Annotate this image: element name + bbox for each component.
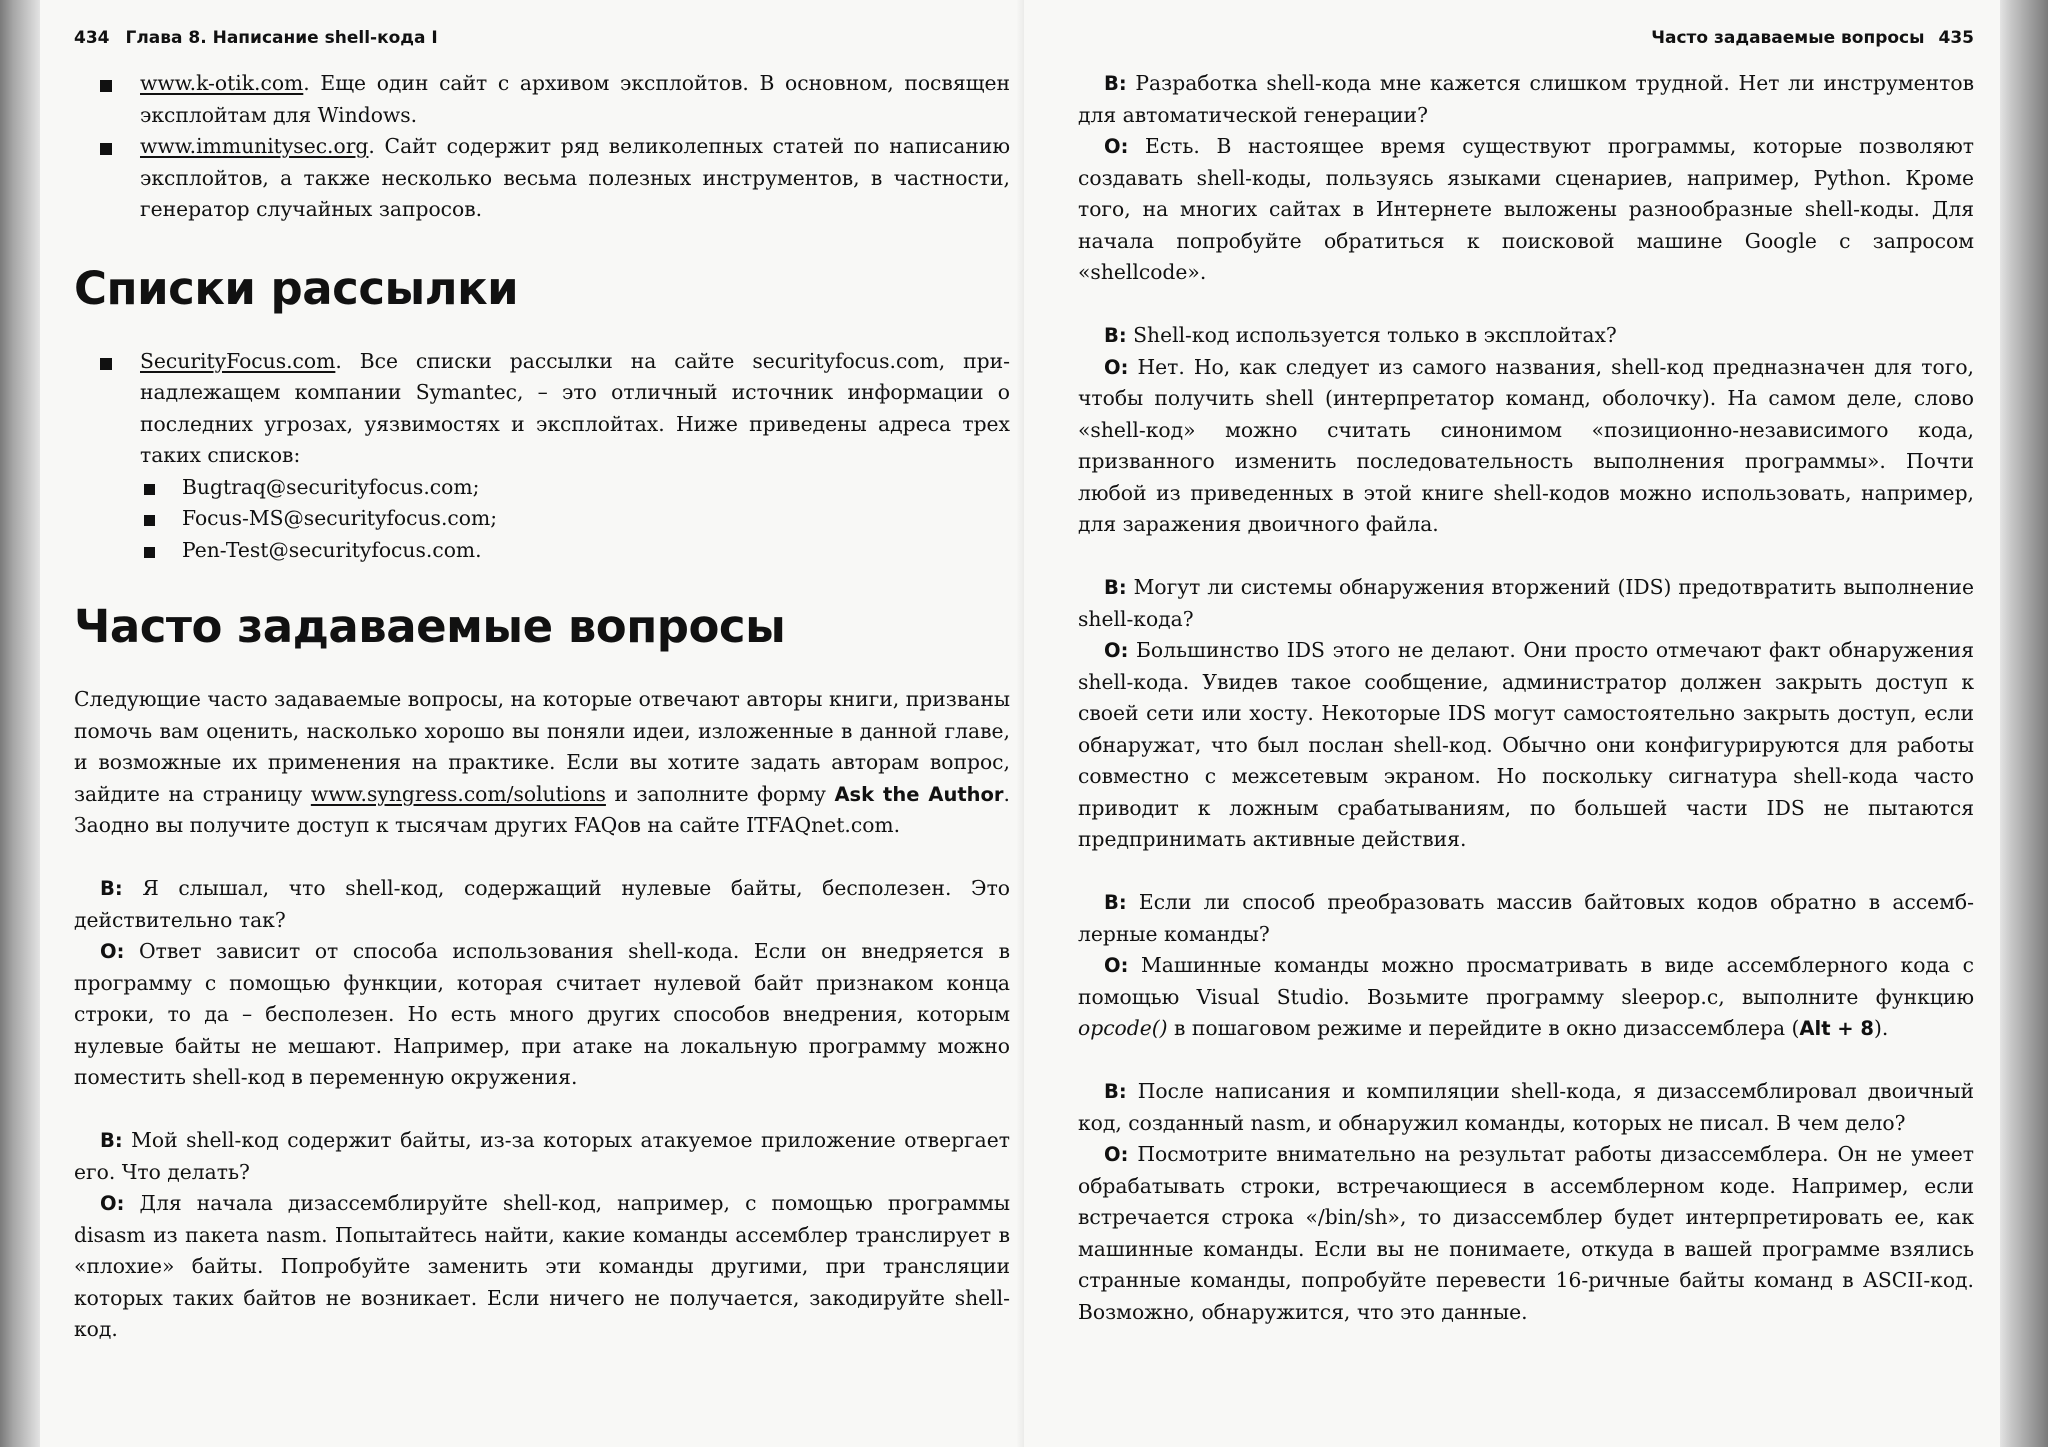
- right-running-head: [1651, 28, 1974, 48]
- mailing-addresses: [140, 472, 1010, 567]
- qa-item: [1078, 887, 1974, 1045]
- ask-the-author: Ask the Author: [834, 782, 1004, 806]
- qa-item: [1078, 572, 1974, 856]
- mailing-lists-heading: Списки рассылки: [74, 261, 519, 315]
- left-column: [74, 68, 1010, 1346]
- question: В: После написания и компиляции shell-кода, я дизассемблировал двоичный код, созданный nasm, и обнаружил команды, которых не писал. В чем дело?: [1078, 1079, 1974, 1135]
- link-immunitysec[interactable]: www.immunitysec.org: [140, 134, 369, 158]
- qa-item: [1078, 1076, 1974, 1328]
- question: В: Мой shell-код содержит байты, из-за которых атакуемое приложение отвергает его. Что делать?: [74, 1128, 1010, 1184]
- right-page: [1024, 0, 2000, 1447]
- answer: О: Посмотрите внимательно на результат работы дизассемблера. Он не умеет обрабатывать строки, встречающиеся в ассемблерном коде. Например, если встречается строка «/bin/sh», то дизассемблер будет интерпретировать ее, как машинные команды. Если вы не понимаете, откуда в вашей программе взялись странные команды, попробуйте перевести 16-ричные байты команд в ASCII-код. Возможно, обнаружится, что это данные.: [1078, 1142, 1974, 1324]
- list-item: [74, 346, 1010, 567]
- faq-intro: Следующие часто задаваемые вопросы, на которые отвечают авторы книги, призваны помочь вам оценить, насколько хорошо вы поняли идеи, изложенные в данной главе, и возможные их применения на практике. Если вы хотите задать авторам вопрос, зайдите на страницу www.syngress.com/solutions и заполните форму Ask the Author. Заодно вы получите доступ к тысячам других FAQов на сайте ITFAQnet.com.: [74, 687, 1010, 837]
- answer: О: Ответ зависит от способа использования shell-кода. Если он внедряется в программу с помощью функции, которая считает нулевой байт признаком конца строки, то да – бесполезен. Но есть много других способов внедрения, которым нулевые байты не мешают. Например, при атаке на локальную программу можно поместить shell-код в переменную окружения.: [74, 939, 1010, 1089]
- question: В: Если ли способ преобразовать массив байтовых кодов обратно в ассемблерные команды?: [1078, 890, 1974, 946]
- link-securityfocus[interactable]: SecurityFocus.com: [140, 348, 336, 373]
- right-page-number: 435: [1938, 28, 1974, 48]
- question: В: Разработка shell-кода мне кажется слишком трудной. Нет ли инструментов для автоматической генерации?: [1078, 71, 1974, 127]
- qa-item: [74, 1125, 1010, 1346]
- question: В: Могут ли системы обнаружения вторжений (IDS) предотвратить выполнение shell-кода?: [1078, 575, 1974, 631]
- question: В: Я слышал, что shell-код, содержащий нулевые байты, бесполезен. Это действительно так?: [74, 876, 1010, 932]
- right-column: [1078, 68, 1974, 1328]
- mailing-address: Bugtraq@securityfocus.com;: [140, 472, 1010, 504]
- list-item-text: . Все списки рассылки на сайте securityfocus.com, принадлежащем компании Symantec, – это отличный источник информации о последних угрозах, уязвимостях и эксплойтах. Ниже приведены адреса трех таких списков:: [140, 348, 1010, 467]
- qa-item: [74, 873, 1010, 1094]
- left-page-number: 434: [74, 28, 110, 48]
- mailing-list: [74, 346, 1010, 567]
- faq-heading: Часто задаваемые вопросы: [74, 600, 786, 653]
- mailing-address: Focus-MS@securityfocus.com;: [140, 503, 1010, 535]
- qa-item: [1078, 320, 1974, 541]
- left-running-head: [74, 28, 438, 48]
- list-item: [74, 131, 1010, 226]
- page-edge-left: [0, 0, 44, 1447]
- answer: О: Нет. Но, как следует из самого названия, shell-код предназначен для того, чтобы получить shell (интерпретатор команд, оболочку). На самом деле, слово «shell-код» можно считать синонимом «позиционно-независимого кода, призванного изменить последовательность выполнения программы». Почти любой из приведенных в этой книге shell-кодов можно использовать, например, для заражения двоичного файла.: [1078, 354, 1975, 536]
- opcode-function: opcode(): [1078, 1016, 1168, 1040]
- page-edge-right: [1996, 0, 2048, 1447]
- left-page: [40, 0, 1024, 1447]
- answer: О: Есть. В настоящее время существуют программы, которые позволяют создавать shell-коды, пользуясь языками сценариев, например, Python. Кроме того, на многих сайтах в Интернете выложены разнообразные shell-коды. Для начала попробуйте обратиться к поисковой машине Google с запросом «shellcode».: [1078, 134, 1975, 284]
- link-k-otik[interactable]: www.k-otik.com: [140, 71, 304, 95]
- section-title: Часто задаваемые вопросы: [1651, 28, 1925, 48]
- resource-list: [74, 68, 1010, 226]
- link-syngress[interactable]: www.syngress.com/solutions: [310, 781, 606, 806]
- list-item-text: . Сайт содержит ряд великолепных статей по написанию эксплойтов, а также несколько весьма полезных инструментов, в частности, генератор случайных запросов.: [140, 134, 1010, 221]
- list-item-text: . Еще один сайт с архивом эксплойтов. В основном, посвящен эксплойтам для Windows.: [140, 71, 1010, 127]
- question: В: Shell-код используется только в эксплойтах?: [1104, 323, 1617, 347]
- qa-item: [1078, 68, 1974, 289]
- mailing-address: Pen-Test@securityfocus.com.: [140, 535, 1010, 567]
- list-item: [74, 68, 1010, 131]
- shortcut-alt-8: Alt + 8: [1799, 1017, 1875, 1040]
- answer: О: Для начала дизассемблируйте shell-код, например, с помощью программы disasm из пакета nasm. Попытайтесь найти, какие команды ассемблер транслирует в «плохие» байты. Попробуйте заменить эти команды другими, при трансляции которых таких байтов не возникает. Если ничего не получается, закодируйте shell-код.: [74, 1191, 1011, 1341]
- answer: О: Большинство IDS этого не делают. Они просто отмечают факт обнаружения shell-кода. Увидев такое сообщение, администратор должен закрыть доступ к своей сети или хосту. Некоторые IDS могут самостоятельно закрыть доступ, если обнаружат, что был послан shell-код. Обычно они конфигурируются для работы совместно с межсетевым экраном. Но поскольку сигнатура shell-кода часто приводит к ложным срабатываниям, по большей части IDS не пытаются предпринимать активные действия.: [1078, 638, 1974, 851]
- chapter-title: Глава 8. Написание shell-кода I: [125, 28, 438, 48]
- answer: О: Машинные команды можно просматривать в виде ассемблерного кода с помощью Visual Studio. Возьмите программу sleepop.c, выполните функцию opcode() в пошаговом режиме и перейдите в окно дизассемблера (Alt + 8).: [1078, 953, 1974, 1040]
